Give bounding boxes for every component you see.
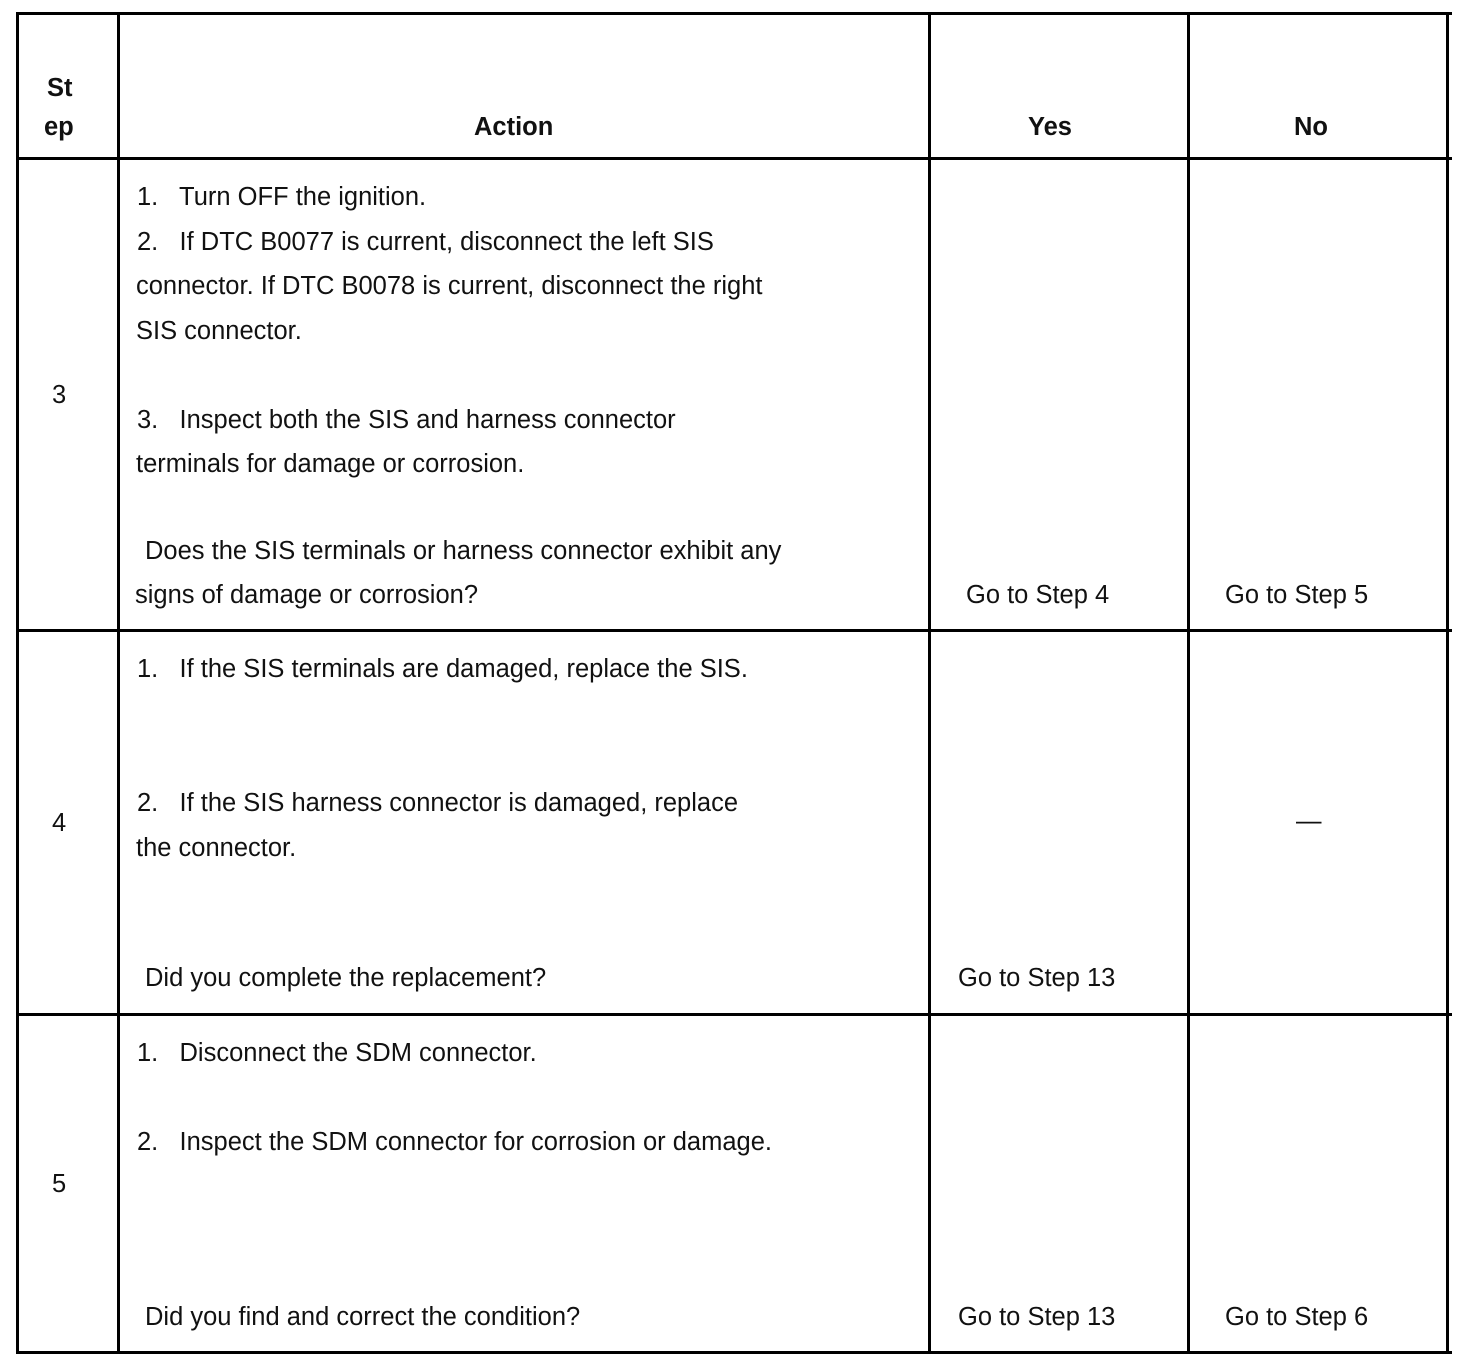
row-divider [16,1013,1452,1016]
question-line: Does the SIS terminals or harness connector exhibit any [145,537,782,565]
yes-result: Go to Step 4 [966,581,1110,609]
question-line: Did you find and correct the condition? [145,1303,581,1331]
no-result: Go to Step 6 [1225,1303,1369,1331]
header-yes: Yes [1028,113,1072,141]
question-line: signs of damage or corrosion? [135,581,479,609]
step-number: 3 [52,381,67,409]
header-action: Action [474,113,554,141]
no-result: Go to Step 5 [1225,581,1369,609]
header-no: No [1294,113,1328,141]
row-divider [16,629,1452,632]
action-line: 2. If the SIS harness connector is damaged, replace [137,789,739,817]
header-step-line2: ep [44,113,74,141]
question-line: Did you complete the replacement? [145,964,547,992]
step-number: 5 [52,1170,67,1198]
action-line: connector. If DTC B0078 is current, disconnect the right [136,272,763,300]
action-line: 1. Turn OFF the ignition. [137,183,427,211]
step-number: 4 [52,809,67,837]
table-border-bottom [16,1351,1452,1354]
column-divider [928,12,931,1354]
column-divider [117,12,120,1354]
action-line: SIS connector. [136,317,302,345]
action-line: terminals for damage or corrosion. [136,450,525,478]
action-line: 2. Inspect the SDM connector for corrosion or damage. [137,1128,772,1156]
no-result: — [1296,807,1322,835]
action-line: 1. If the SIS terminals are damaged, replace the SIS. [137,655,748,683]
table-border-top [16,12,1452,15]
yes-result: Go to Step 13 [958,1303,1116,1331]
yes-result: Go to Step 13 [958,964,1116,992]
action-line: 3. Inspect both the SIS and harness connector [137,406,676,434]
action-line: the connector. [136,834,297,862]
action-line: 2. If DTC B0077 is current, disconnect the left SIS [137,228,714,256]
header-step-line1: St [47,74,73,102]
action-line: 1. Disconnect the SDM connector. [137,1039,537,1067]
table-border-right [1446,12,1449,1354]
column-divider [1187,12,1190,1354]
table-border-left [16,12,19,1354]
header-divider [16,157,1452,160]
